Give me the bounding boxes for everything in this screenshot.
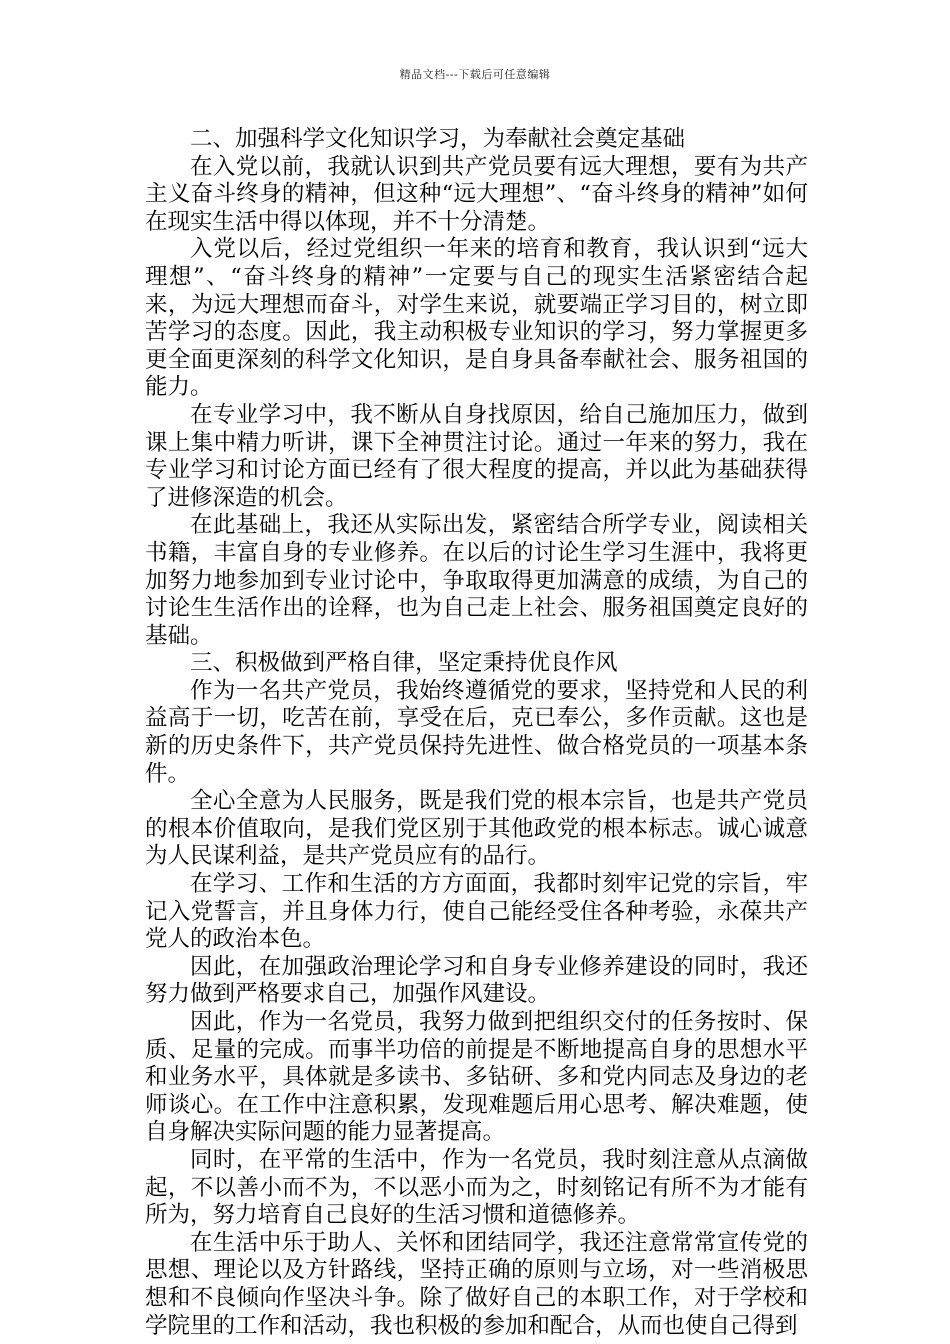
paragraph: 在生活中乐于助人、关怀和团结同学，我还注意常常宣传党的思想、理论以及方针路线，坚持正确的原则与立场，对一些消极思想和不良倾向作坚决斗争。除了做好自己的本职工作，对于学校和学院里的工作和活动，我也积极的参加和配合，从而也使自己得到 — [145, 1229, 808, 1339]
paragraph: 因此，在加强政治理论学习和自身专业修养建设的同时，我还努力做到严格要求自己，加强作风建设。 — [145, 953, 808, 1008]
paragraph: 在专业学习中，我不断从自身找原因，给自己施加压力，做到课上集中精力听讲，课下全神贯注讨论。通过一年来的努力，我在专业学习和讨论方面已经有了很大程度的提高，并以此为基础获得了进修深造的机会。 — [145, 401, 808, 511]
section-heading-3: 三、积极做到严格自律，坚定秉持优良作风 — [190, 650, 618, 677]
page-header: 精品文档---下载后可任意编辑 — [399, 68, 551, 81]
paragraph: 因此，作为一名党员，我努力做到把组织交付的任务按时、保质、足量的完成。而事半功倍的前提是不断地提高自身的思想水平和业务水平，具体就是多读书、多钻研、多和党内同志及身边的老师谈心。在工作中注意积累，发现难题后用心思考、解决难题，使自身解决实际问题的能力显著提高。 — [145, 1009, 808, 1146]
paragraph: 在学习、工作和生活的方方面面，我都时刻牢记党的宗旨，牢记入党誓言，并且身体力行，使自己能经受住各种考验，永葆共产党人的政治本色。 — [145, 871, 808, 953]
paragraph: 作为一名共产党员，我始终遵循党的要求，坚持党和人民的利益高于一切，吃苦在前，享受在后，克已奉公，多作贡献。这也是新的历史条件下，共产党员保持先进性、做合格党员的一项基本条件。 — [145, 677, 808, 787]
paragraph: 在此基础上，我还从实际出发，紧密结合所学专业，阅读相关书籍，丰富自身的专业修养。在以后的讨论生学习生涯中，我将更加努力地参加到专业讨论中，争取取得更加满意的成绩，为自己的讨论生生活作出的诠释，也为自己走上社会、服务祖国奠定良好的基础。 — [145, 512, 808, 649]
paragraph: 同时，在平常的生活中，作为一名党员，我时刻注意从点滴做起，不以善小而不为，不以恶小而为之，时刻铭记有所不为才能有所为，努力培育自己良好的生活习惯和道德修养。 — [145, 1146, 808, 1229]
paragraph: 入党以后，经过党组织一年来的培育和教育，我认识到“远大理想”、“奋斗终身的精神”一定要与自己的现实生活紧密结合起来，为远大理想而奋斗，对学生来说，就要端正学习目的，树立即苦学习的态度。因此，我主动积极专业知识的学习，努力掌握更多更全面更深刻的科学文化知识，是自身具备奉献社会、服务祖国的能力。 — [145, 236, 808, 401]
paragraph: 全心全意为人民服务，既是我们党的根本宗旨，也是共产党员的根本价值取向，是我们党区别于其他政党的根本标志。诚心诚意为人民谋利益，是共产党员应有的品行。 — [145, 788, 808, 870]
document-body — [145, 126, 808, 1340]
paragraph: 在入党以前，我就认识到共产党员要有远大理想，要有为共产主义奋斗终身的精神，但这种“远大理想”、“奋斗终身的精神”如何在现实生活中得以体现，并不十分清楚。 — [145, 153, 808, 235]
section-heading-2: 二、加强科学文化知识学习，为奉献社会奠定基础 — [190, 126, 686, 152]
